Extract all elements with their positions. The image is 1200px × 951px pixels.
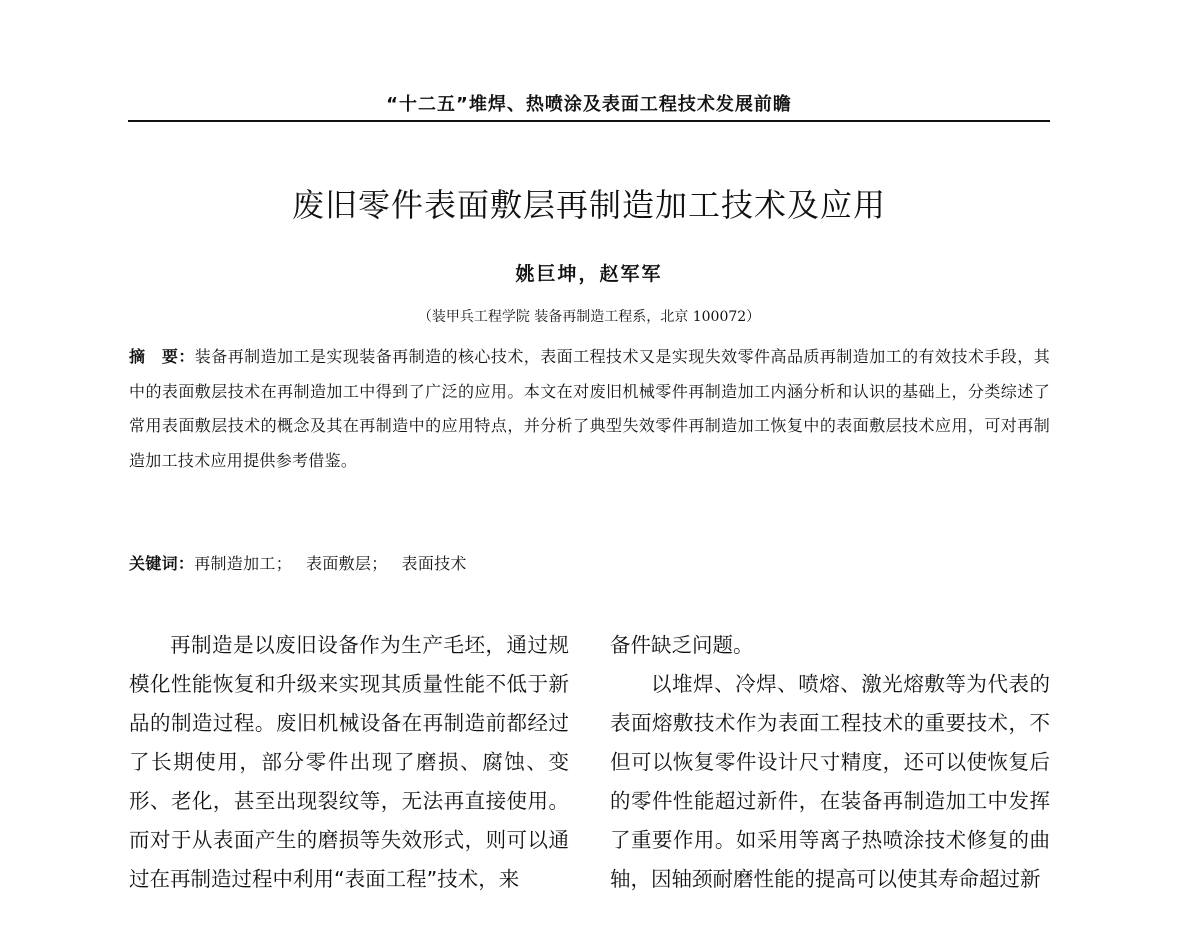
keyword-item: 表面敷层；: [306, 554, 388, 573]
abstract-label: 摘 要：: [129, 347, 195, 366]
body-paragraph: 以堆焊、冷焊、喷熔、激光熔敷等为代表的表面熔敷技术作为表面工程技术的重要技术，不但可以恢复零件设计尺寸精度，还可以使恢复后的零件性能超过新件，在装备再制造加工中发挥了重要作用。如采用等离子热喷涂技术修复的曲轴，因轴颈耐磨性能的提高可以使其寿命超过新: [610, 672, 1050, 891]
running-header: “十二五”堆焊、热喷涂及表面工程技术发展前瞻: [386, 94, 792, 115]
body-paragraph: 再制造是以废旧设备作为生产毛坯，通过规模化性能恢复和升级来实现其质量性能不低于新品的制造过程。废旧机械设备在再制造前都经过了长期使用，部分零件出现了磨损、腐蚀、变形、老化，甚至出现裂纹等，无法再直接使用。而对于从表面产生的磨损等失效形式，则可以通过在再制造过程中利用“表面工程”技术，来: [129, 633, 569, 891]
body-column-right: [610, 626, 1050, 899]
abstract: [129, 340, 1050, 478]
keywords: [129, 549, 1050, 579]
keywords-label: 关键词：: [129, 554, 195, 573]
body-paragraph-continuation: 备件缺乏问题。: [610, 633, 754, 657]
keyword-item: 再制造加工；: [194, 554, 293, 573]
affiliation: （装甲兵工程学院 装备再制造工程系，北京 100072）: [417, 309, 761, 325]
abstract-text: 装备再制造加工是实现装备再制造的核心技术，表面工程技术又是实现失效零件高品质再制造加工的有效技术手段，其中的表面敷层技术在再制造加工中得到了广泛的应用。本文在对废旧机械零件再制造加工内涵分析和认识的基础上，分类综述了常用表面敷层技术的概念及其在再制造中的应用特点，并分析了典型失效零件再制造加工恢复中的表面敷层技术应用，可对再制造加工技术应用提供参考借鉴。: [129, 347, 1050, 470]
authors: 姚巨坤，赵军军: [515, 263, 663, 285]
keyword-item: 表面技术: [401, 554, 467, 573]
body-column-left: [129, 626, 569, 899]
header-rule: [128, 120, 1050, 122]
paper-title: 废旧零件表面敷层再制造加工技术及应用: [291, 186, 886, 224]
